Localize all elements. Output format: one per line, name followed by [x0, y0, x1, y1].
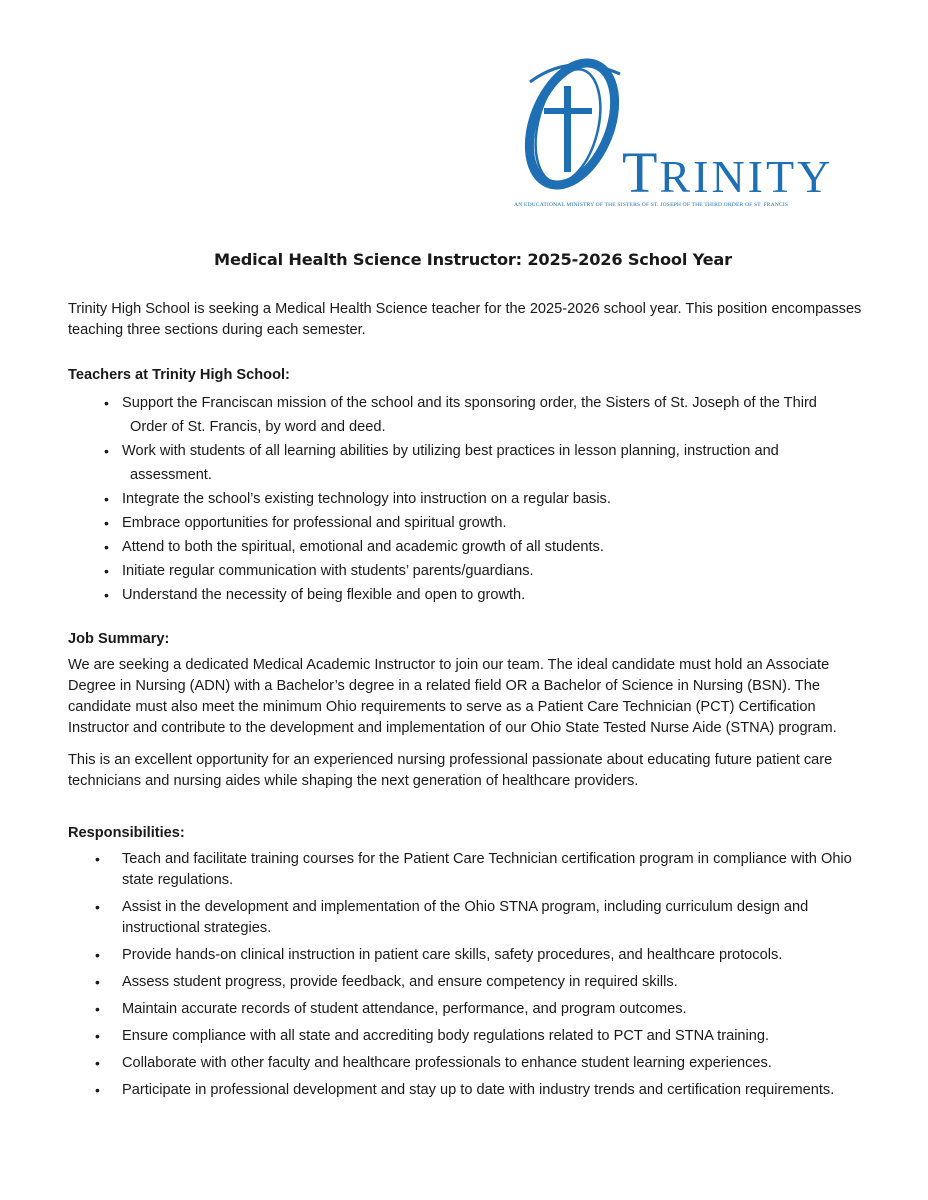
- list-item: • Teach and facilitate training courses for the Patient Care Technician certification program in compliance with Ohio state regulations.: [68, 849, 878, 891]
- list-item: • Maintain accurate records of student attendance, performance, and program outcomes.: [68, 999, 878, 1020]
- list-item: • Work with students of all learning abilities by utilizing best practices in lesson planning, instruction and assessment.: [68, 439, 878, 487]
- responsibilities-heading: Responsibilities:: [68, 825, 185, 841]
- list-item: • Participate in professional development and stay up to date with industry trends and certification requirements.: [68, 1080, 878, 1101]
- list-item: • Attend to both the spiritual, emotional and academic growth of all students.: [68, 535, 878, 559]
- list-item: • Assist in the development and implementation of the Ohio STNA program, including curriculum design and instructional strategies.: [68, 897, 878, 939]
- list-item: • Assess student progress, provide feedback, and ensure competency in required skills.: [68, 972, 878, 993]
- intro-paragraph: Trinity High School is seeking a Medical Health Science teacher for the 2025-2026 school year. This position encompasses teaching three sections during each semester.: [68, 301, 862, 338]
- opportunity-paragraph: This is an excellent opportunity for an experienced nursing professional passionate about educating future patient care technicians and nursing aides while shaping the next generation of healthcare providers.: [68, 752, 833, 789]
- list-item: • Ensure compliance with all state and accrediting body regulations related to PCT and STNA training.: [68, 1026, 878, 1047]
- list-item: • Support the Franciscan mission of the school and its sponsoring order, the Sisters of St. Joseph of the Third Order of St. Francis, by word and deed.: [68, 391, 878, 439]
- teachers-list: [68, 391, 878, 607]
- list-item: • Collaborate with other faculty and healthcare professionals to enhance student learning experiences.: [68, 1053, 878, 1074]
- list-item: • Understand the necessity of being flexible and open to growth.: [68, 583, 878, 607]
- job-summary-heading: Job Summary:: [68, 631, 170, 647]
- job-summary-paragraph: We are seeking a dedicated Medical Academic Instructor to join our team. The ideal candidate must hold an Associate Degree in Nursing (ADN) with a Bachelor’s degree in a related field OR a Bachelor of Science in Nursing (BSN). The candidate must also meet the minimum Ohio requirements to serve as a Patient Care Technician (PCT) Certification Instructor and contribute to the development and implementation of our Ohio State Tested Nurse Aide (STNA) program.: [68, 657, 837, 736]
- responsibilities-list: [68, 849, 878, 1101]
- trinity-logo: [500, 52, 880, 217]
- list-item: • Provide hands-on clinical instruction in patient care skills, safety procedures, and healthcare protocols.: [68, 945, 878, 966]
- cross-oval-emblem-icon: [500, 52, 640, 202]
- logo-tagline: AN EDUCATIONAL MINISTRY OF THE SISTERS OF ST. JOSEPH OF THE THIRD ORDER OF ST. FRANCIS: [514, 202, 789, 208]
- logo-wordmark: TRINITY: [622, 140, 834, 205]
- teachers-heading: Teachers at Trinity High School:: [68, 367, 290, 383]
- list-item: • Integrate the school’s existing technology into instruction on a regular basis.: [68, 487, 878, 511]
- job-posting: [68, 250, 878, 1107]
- page-title: Medical Health Science Instructor: 2025-2026 School Year: [214, 250, 732, 269]
- list-item: • Embrace opportunities for professional and spiritual growth.: [68, 511, 878, 535]
- list-item: • Initiate regular communication with students’ parents/guardians.: [68, 559, 878, 583]
